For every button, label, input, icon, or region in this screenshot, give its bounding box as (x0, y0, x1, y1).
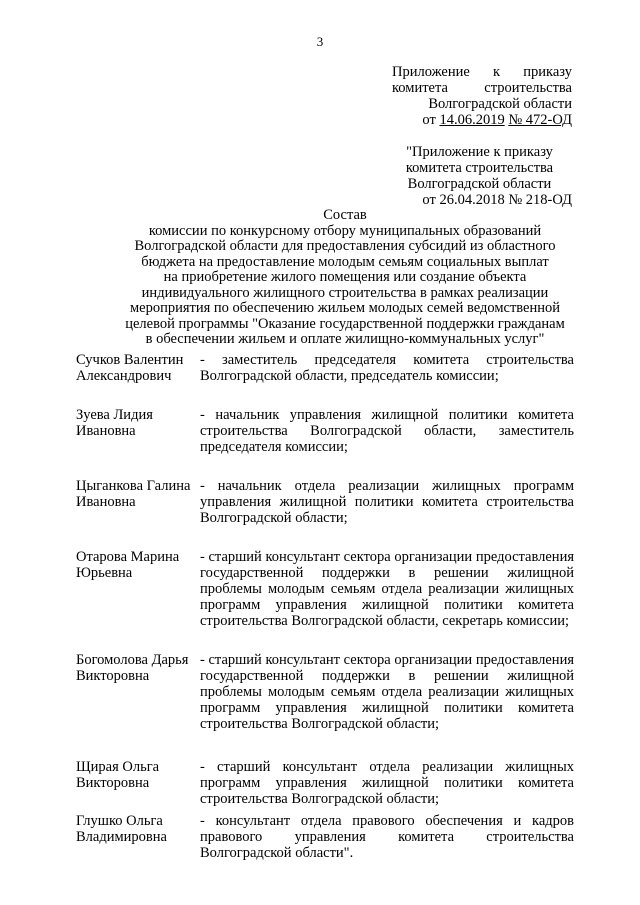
appendix-word: Приложение (392, 64, 470, 80)
member-name: Зуева Лидия Ивановна (76, 407, 153, 439)
member-row (76, 352, 574, 384)
appendix-word: комитета (392, 80, 448, 96)
member-row (76, 549, 574, 629)
member-role: - начальник управления жилищной политики комитета строительства Волгоградской области, заместитель председателя комиссии; (200, 407, 574, 455)
member-role: - консультант отдела правового обеспечения и кадров правового управления комитета строительства Волгоградской области". (200, 813, 574, 861)
appendix-previous-line-1: "Приложение к приказу (406, 144, 553, 160)
member-row (76, 813, 574, 861)
member-name: Сучков Валентин Александрович (76, 352, 184, 384)
member-row (76, 652, 574, 732)
title-line: на приобретение жилого помещения или создание объекта (163, 269, 527, 285)
commission-members-list (76, 352, 574, 861)
appendix-word: приказу (523, 64, 572, 80)
appendix-current (392, 64, 572, 128)
document-title (100, 208, 590, 348)
title-line: мероприятия по обеспечению жильем молодых семей ведомственной (129, 300, 561, 316)
member-role: - начальник отдела реализации жилищных программ управления жилищной политики комитета строительства Волгоградской области; (200, 478, 574, 526)
member-row (76, 759, 574, 807)
member-name: Щирая Ольга Викторовна (76, 759, 160, 791)
appendix-previous (387, 144, 572, 208)
appendix-order-number: № 472-ОД (508, 112, 572, 128)
appendix-word: строительства (484, 80, 572, 96)
appendix-current-line-1 (392, 64, 572, 80)
appendix-date-prefix: от (422, 112, 440, 128)
appendix-date: 14.06.2019 (439, 112, 505, 128)
member-name: Глушко Ольга Владимировна (76, 813, 167, 845)
appendix-previous-line-2: комитета строительства (405, 160, 554, 176)
title-line: Волгоградской области для предоставления субсидий из областного (134, 238, 556, 254)
title-heading: Состав (323, 207, 367, 223)
member-role: - старший консультант сектора организации предоставления государственной поддержки в решении жилищной проблемы молодым семьям отдела реализации жилищных программ управления жилищной политики комитета строительства Волгоградской области; (200, 652, 574, 732)
appendix-previous-line-3: Волгоградской области (407, 176, 552, 192)
member-role: - старший консультант сектора организации предоставления государственной поддержки в решении жилищной проблемы молодым семьям отдела реализации жилищных программ управления жилищной политики комитета строительства Волгоградской области, секретарь комиссии; (200, 549, 574, 629)
member-role: - старший консультант отдела реализации жилищных программ управления жилищной политики комитета строительства Волгоградской области; (200, 759, 574, 807)
title-line: целевой программы "Оказание государственной поддержки гражданам (125, 315, 565, 332)
member-row (76, 478, 574, 526)
page-number: 3 (316, 34, 324, 49)
appendix-current-line-4 (392, 112, 572, 128)
appendix-current-line-2 (392, 80, 572, 96)
member-name: Отарова Марина Юрьевна (76, 549, 180, 581)
appendix-previous-line-4: от 26.04.2018 № 218-ОД (422, 192, 572, 208)
member-name: Цыганкова Галина Ивановна (76, 478, 191, 510)
member-row (76, 407, 574, 455)
title-line: бюджета на предоставление молодым семьям социальных выплат (141, 253, 549, 270)
appendix-current-line-3: Волгоградской области (428, 96, 572, 112)
member-role: - заместитель председателя комитета строительства Волгоградской области, председатель комиссии; (200, 352, 574, 384)
title-line: в обеспечении жильем и оплате жилищно-коммунальных услуг" (145, 331, 545, 347)
member-name: Богомолова Дарья Викторовна (76, 652, 189, 684)
title-line: комиссии по конкурсному отбору муниципальных образований (148, 222, 542, 239)
title-line: индивидуального жилищного строительства в рамках реализации (141, 284, 549, 301)
appendix-word: к (493, 64, 501, 80)
